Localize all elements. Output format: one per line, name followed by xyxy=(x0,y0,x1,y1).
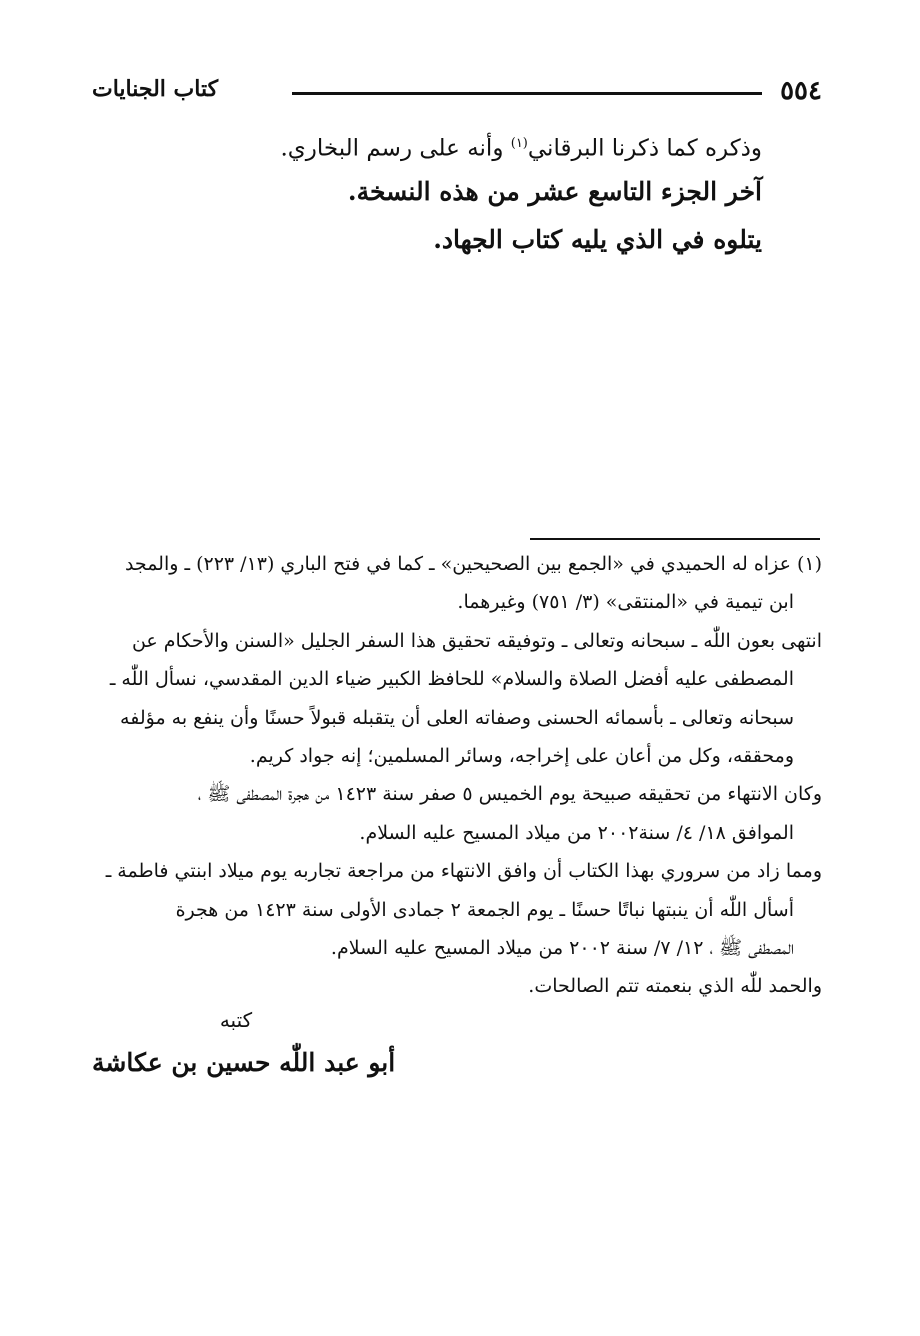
footnote-marker[interactable]: (١) xyxy=(510,136,528,151)
main-line-1 xyxy=(150,120,762,168)
main-line-1-rest: وأنه على رسم البخاري. xyxy=(280,135,511,162)
header-rule xyxy=(292,92,762,95)
signature-name: أبو عبد اللّٰه حسين بن عكاشة xyxy=(92,1048,396,1077)
colophon-line-1: انتهى بعون اللّٰه ـ سبحانه وتعالى ـ وتوفيقه تحقيق هذا السفر الجليل «السنن والأحكام عن xyxy=(131,629,822,652)
footnote-line-1: (١) عزاه له الحميدي في «الجمع بين الصحيحين» ـ كما في فتح الباري (١٣/ ٢٢٣) ـ والمجد xyxy=(124,553,822,575)
colophon-line-5: وكان الانتهاء من تحقيقه صبيحة يوم الخميس ٥ صفر سنة ١٤٢٣ من هجرة المصطفى ﷺ ، xyxy=(197,783,822,806)
colophon-line-2: المصطفى عليه أفضل الصلاة والسلام» للحافظ الكبير ضياء الدين المقدسي، نسأل اللّٰه ـ xyxy=(109,668,794,691)
main-line-1-text: وذكره كما ذكرنا البرقاني xyxy=(527,135,762,162)
main-line-3: يتلوه في الذي يليه كتاب الجهاد. xyxy=(433,225,762,254)
footnote-separator xyxy=(530,538,820,540)
signature-label: كتبه xyxy=(219,1008,253,1032)
colophon-line-8: أسأل اللّٰه أن ينبتها نباتًا حسنًا ـ يوم الجمعة ٢ جمادى الأولى سنة ١٤٢٣ من هجرة xyxy=(175,898,794,921)
main-text xyxy=(150,120,762,264)
main-line-2: آخر الجزء التاسع عشر من هذه النسخة. xyxy=(347,177,762,206)
colophon-line-9: المصطفى ﷺ ، ١٢/ ٧/ سنة ٢٠٠٢ من ميلاد المسيح عليه السلام. xyxy=(330,936,794,959)
footnotes-and-colophon xyxy=(88,545,822,1006)
page-header xyxy=(92,72,822,108)
footnote-line-2: ابن تيمية في «المنتقى» (٣/ ٧٥١) وغيرهما. xyxy=(457,591,794,614)
colophon-line-3: سبحانه وتعالى ـ بأسمائه الحسنى وصفاته العلى أن يتقبله قبولاً حسنًا وأن ينفع به مؤلفه xyxy=(120,706,794,729)
colophon-line-10: والحمد للّٰه الذي بنعمته تتم الصالحات. xyxy=(528,975,822,998)
page-number: ٥٥٤ xyxy=(780,76,822,106)
colophon-line-4: ومحققه، وكل من أعان على إخراجه، وسائر المسلمين؛ إنه جواد كريم. xyxy=(249,744,794,767)
colophon-line-7: ومما زاد من سروري بهذا الكتاب أن وافق الانتهاء من مراجعة تجاربه يوم ميلاد ابنتي فاطمة ـ xyxy=(105,860,822,883)
running-title: كتاب الجنايات xyxy=(92,76,219,102)
colophon-line-6: الموافق ١٨/ ٤/ سنة٢٠٠٢ من ميلاد المسيح عليه السلام. xyxy=(359,821,794,844)
